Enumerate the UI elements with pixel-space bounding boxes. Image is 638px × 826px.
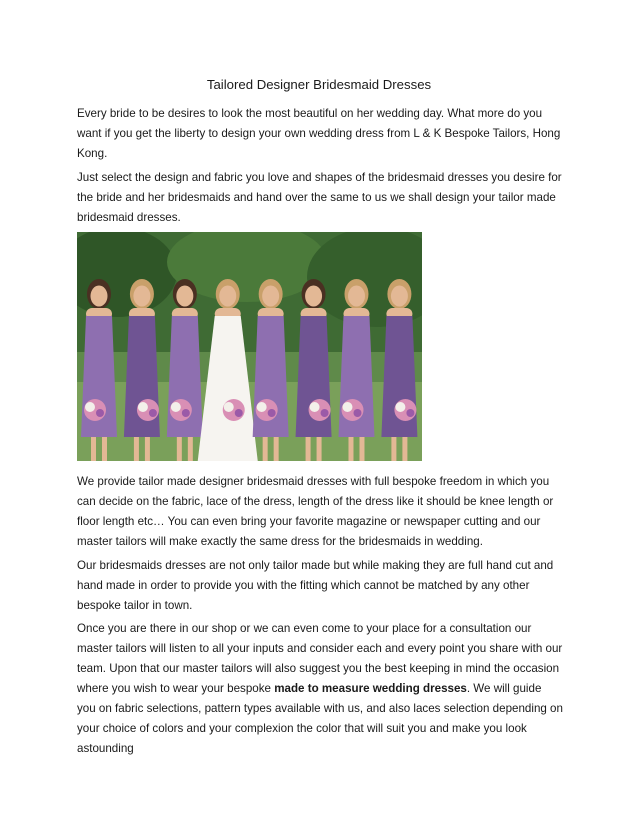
figure-face: [176, 286, 193, 307]
paragraph-tailor-made: We provide tailor made designer bridesmaid dresses with full bespoke freedom in which you can decide on the fabric, lace of the dress, length of the dress like it should be knee length or floor length etc… You can even bring your favorite magazine or newspaper cutting and our master tailors will make exactly the same dress for the bridesmaids in wedding.: [77, 475, 554, 548]
bouquet-flower: [310, 402, 320, 412]
figure-face: [348, 286, 365, 307]
figure-leg: [91, 437, 96, 461]
figure-face: [262, 286, 279, 307]
document-title: Tailored Designer Bridesmaid Dresses: [206, 77, 432, 92]
paragraph-consultation: [77, 619, 563, 759]
paragraph-intro: Every bride to be desires to look the most beautiful on her wedding day. What more do you want if you get the liberty to design your own wedding dress from L & K Bespoke Tailors, Hong Kong.: [77, 107, 561, 160]
figure-leg: [177, 437, 182, 461]
figure-leg: [359, 437, 364, 461]
figure-leg: [102, 437, 107, 461]
figure-face: [305, 286, 322, 307]
bouquet-flower: [268, 409, 276, 417]
bridesmaids-photo-illustration: [77, 232, 422, 461]
bouquet-flower: [321, 409, 329, 417]
figure-leg: [317, 437, 322, 461]
bouquet-flower: [235, 409, 243, 417]
bouquet-flower: [182, 409, 190, 417]
bridesmaids-photo: [77, 232, 422, 461]
figure-leg: [391, 437, 396, 461]
paragraph-hand-made: Our bridesmaids dresses are not only tailor made but while making they are full hand cut and hand made in order to provide you with the fitting which cannot be matched by any other bespoke tailor in town.: [77, 559, 554, 612]
consultation-text-start: Once you are there in our shop or we can even come to your place for a consultation our master tailors will listen to all your inputs and consider each and every point you share with our team. Upon that our master tailors will also suggest you the best keeping in mind the occasion where you wish to wear your bespoke: [77, 622, 563, 695]
bouquet-flower: [138, 402, 148, 412]
bouquet-flower: [224, 402, 234, 412]
figure-leg: [134, 437, 139, 461]
consultation-text-end: . We will guide you on fabric selections, pattern types available with us, and also laces selection depending on your choice of colors and your complexion the color that will suit you and make you look astounding: [77, 682, 563, 755]
figure-leg: [188, 437, 193, 461]
bouquet-flower: [342, 402, 352, 412]
figure-leg: [348, 437, 353, 461]
bouquet-flower: [257, 402, 267, 412]
bouquet-flower: [149, 409, 157, 417]
paragraph-select-design: Just select the design and fabric you love and shapes of the bridesmaid dresses you desire for the bride and her bridesmaids and hand over the same to us we shall design your tailor made bridesmaid dresses.: [77, 171, 562, 224]
figure-leg: [263, 437, 268, 461]
figure-leg: [402, 437, 407, 461]
figure-face: [91, 286, 108, 307]
figure-face: [391, 286, 408, 307]
bouquet-flower: [171, 402, 181, 412]
bouquet-flower: [406, 409, 414, 417]
bouquet-flower: [353, 409, 361, 417]
figure-leg: [306, 437, 311, 461]
bouquet-flower: [395, 402, 405, 412]
bouquet-flower: [96, 409, 104, 417]
figure-face: [133, 286, 150, 307]
made-to-measure-link-text: made to measure wedding dresses: [274, 682, 467, 695]
figure-leg: [274, 437, 279, 461]
bouquet-flower: [85, 402, 95, 412]
figure-face: [219, 286, 236, 307]
figure-leg: [145, 437, 150, 461]
